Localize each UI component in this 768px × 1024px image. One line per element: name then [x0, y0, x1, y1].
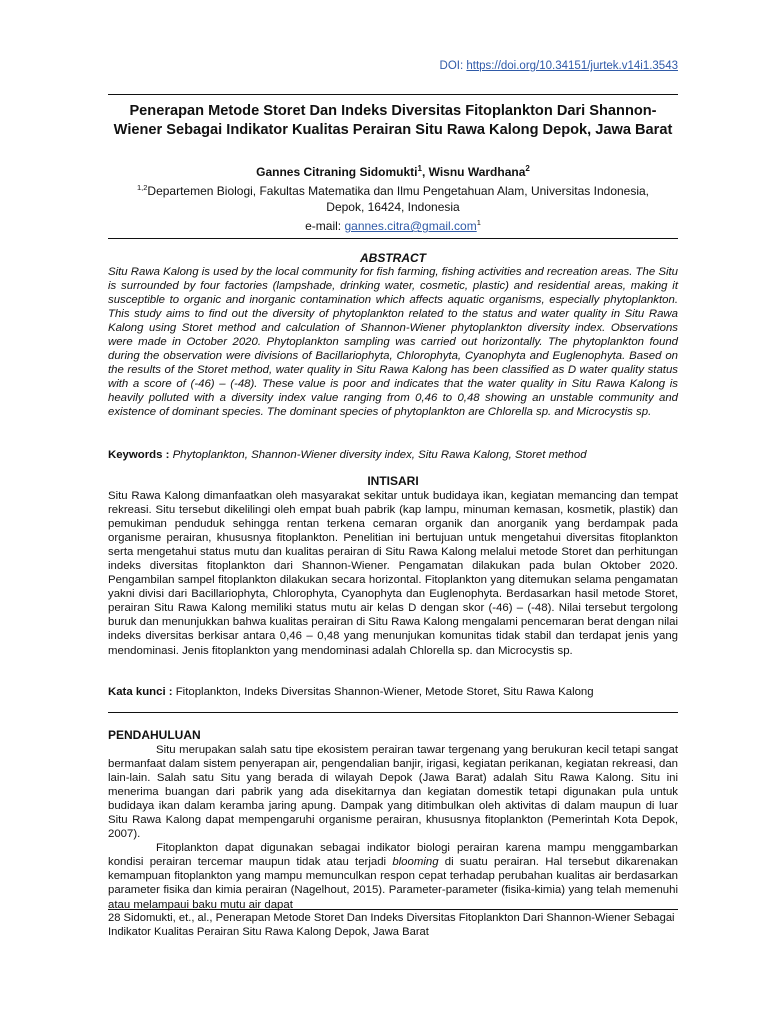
affiliation: [108, 180, 678, 235]
doi-label: DOI:: [439, 60, 467, 72]
email-sup: 1: [476, 218, 481, 227]
affiliation-line-1: [108, 180, 678, 200]
doi-link[interactable]: https://doi.org/10.34151/jurtek.v14i1.3543: [466, 60, 678, 72]
author-1: Gannes Citraning Sidomukti: [256, 165, 418, 179]
intro-heading: PENDAHULUAN: [108, 728, 201, 742]
kata-kunci-label: Kata kunci :: [108, 686, 173, 698]
abstract-text: Situ Rawa Kalong is used by the local community for fish farming, fishing activities and recreation areas. The Situ is surrounded by four factories (lampshade, drinking water, cosmetic, plastic) and residential areas, making it susceptible to organic and inorganic contamination which affects aquatic organisms, especially phytoplankton. This study aims to find out the diversity of phytoplankton related to the status and water quality in Situ Rawa Kalong using Storet method and calculation of Shannon-Wiener phytoplankton diversity index. Observations were made in October 2020. Phytoplankton sampling was carried out horizontally. The phytoplankton found during the observation were divisions of Bacillariophyta, Chlorophyta, Cyanophyta and Euglenophyta. Based on the results of the Storet method, water quality in Situ Rawa Kalong has been classified as D water quality status with a score of (-46) – (-48). These value is poor and indicates that the water quality in Situ Rawa Kalong is heavily polluted with a diversity index value ranging from 0,46 to 0,48 showing an unstable community and existence of dominant species. The dominant species of phytoplankton are Chlorella sp. and Microcystis sp.: [108, 266, 678, 419]
author-2: Wisnu Wardhana: [428, 165, 526, 179]
email-line: [108, 215, 678, 235]
affiliation-text-1: Departemen Biologi, Fakultas Matematika dan Ilmu Pengetahuan Alam, Universitas Indonesia,: [147, 184, 650, 198]
intro-text: [108, 743, 678, 912]
intro-top-rule: [108, 712, 678, 713]
kata-kunci-text: Fitoplankton, Indeks Diversitas Shannon-Wiener, Metode Storet, Situ Rawa Kalong: [172, 686, 594, 698]
intro-p2-part-b: di suatu perairan. Hal tersebut dikarenakan kemampuan fitoplankton yang mampu memunculkan respon cepat terhadap perubahan kualitas air berdasarkan parameter fisika dan kimia perairan (Nagelhout, 2015). Parameter-parameter (fisika-kimia) yang telah memenuhi atau melampaui baku mutu air dapat: [108, 856, 678, 911]
affiliation-sup: 1,2: [136, 183, 148, 192]
footer-rule: [108, 909, 678, 910]
author-line: [108, 164, 678, 179]
keywords-text: Phytoplankton, Shannon-Wiener diversity index, Situ Rawa Kalong, Storet method: [169, 449, 587, 461]
author-2-sup: 2: [525, 164, 530, 173]
doi-line: [440, 60, 678, 72]
affiliation-line-2: Depok, 16424, Indonesia: [326, 199, 460, 214]
author-1-sup: 1: [417, 164, 422, 173]
paper-title: Penerapan Metode Storet Dan Indeks Diversitas Fitoplankton Dari Shannon-Wiener Sebagai Indikator Kualitas Perairan Situ Rawa Kalong Depok, Jawa Barat: [113, 103, 673, 138]
page-footer: 28 Sidomukti, et., al., Penerapan Metode Storet Dan Indeks Diversitas Fitoplankton Dari Shannon-Wiener Sebagai Indikator Kualitas Perairan Situ Rawa Kalong Depok, Jawa Barat: [108, 912, 675, 938]
abstract-heading: ABSTRACT: [360, 251, 426, 265]
intro-paragraph-2: [108, 841, 678, 911]
intisari-text: Situ Rawa Kalong dimanfaatkan oleh masyarakat sekitar untuk budidaya ikan, kegiatan memancing dan tempat rekreasi. Situ tersebut dikelilingi oleh empat buah pabrik (kap lampu, minuman kemasan, kosmetik, plastik) dan pemukiman penduduk sehingga rentan terkena cemaran organik dan anorganik yang berdampak pada organisme perairan, khususnya fitoplankton. Penelitian ini bertujuan untuk mengetahui diversitas fitoplankton serta mengetahui status mutu dan kualitas perairan di Situ Rawa Kalong melalui metode Storet dan perhitungan indeks diversitas fitoplankton dari Shannon-Wiener. Pengamatan dilakukan pada bulan Oktober 2020. Pengambilan sampel fitoplankton dilakukan secara horizontal. Fitoplankton yang ditemukan selama pengamatan yakni divisi dari Bacillariophyta, Chlorophyta, Cyanophyta dan Euglenophyta. Berdasarkan hasil metode Storet, perairan Situ Rawa Kalong memiliki status mutu air kelas D dengan skor (-46) – (-48). Nilai tersebut tergolong buruk dan menunjukkan bahwa kualitas perairan di Situ Rawa Kalong mengalami pencemaran berat dengan nilai indeks diversitas berkisar antara 0,46 – 0,48 yang menunjukan komunitas tidak stabil dan terdapat jenis yang mendominasi. Jenis fitoplankton yang mendominasi adalah Chlorella sp. dan Microcystis sp.: [108, 490, 678, 657]
header-rule: [108, 94, 678, 95]
abstract-keywords: [108, 448, 678, 462]
intisari-heading: INTISARI: [367, 474, 419, 488]
intro-p2-emphasis: blooming: [392, 856, 439, 869]
email-label: e-mail:: [305, 219, 345, 233]
intisari-keywords: [108, 685, 678, 699]
author-separator: ,: [421, 165, 429, 179]
intro-p2-part-a: Fitoplankton dapat digunakan sebagai indikator biologi perairan karena mampu menggambarkan kondisi perairan tercemar maupun tidak atau terjadi: [108, 842, 678, 869]
abstract-top-rule: [108, 238, 678, 239]
keywords-label: Keywords :: [108, 449, 170, 461]
email-link[interactable]: gannes.citra@gmail.com: [344, 219, 477, 233]
intro-paragraph-1: Situ merupakan salah satu tipe ekosistem perairan tawar tergenang yang berukuran kecil tetapi sangat bermanfaat dalam sistem penyerapan air, pengendalian banjir, irigasi, kegiatan perikanan, kegiatan rekreasi, dan lain-lain. Salah satu Situ yang berada di wilayah Depok (Jawa Barat) adalah Situ Rawa Kalong. Situ ini menerima buangan dari pabrik yang ada disekitarnya dan kegiatan domestik tetapi digunakan pula untuk budidaya ikan dalam keramba jaring apung. Dampak yang ditimbulkan oleh aktivitas di dalam maupun di luar Situ Rawa Kalong dapat mempengaruhi organisme perairan, khususnya fitoplankton (Pemerintah Kota Depok, 2007).: [108, 744, 678, 841]
